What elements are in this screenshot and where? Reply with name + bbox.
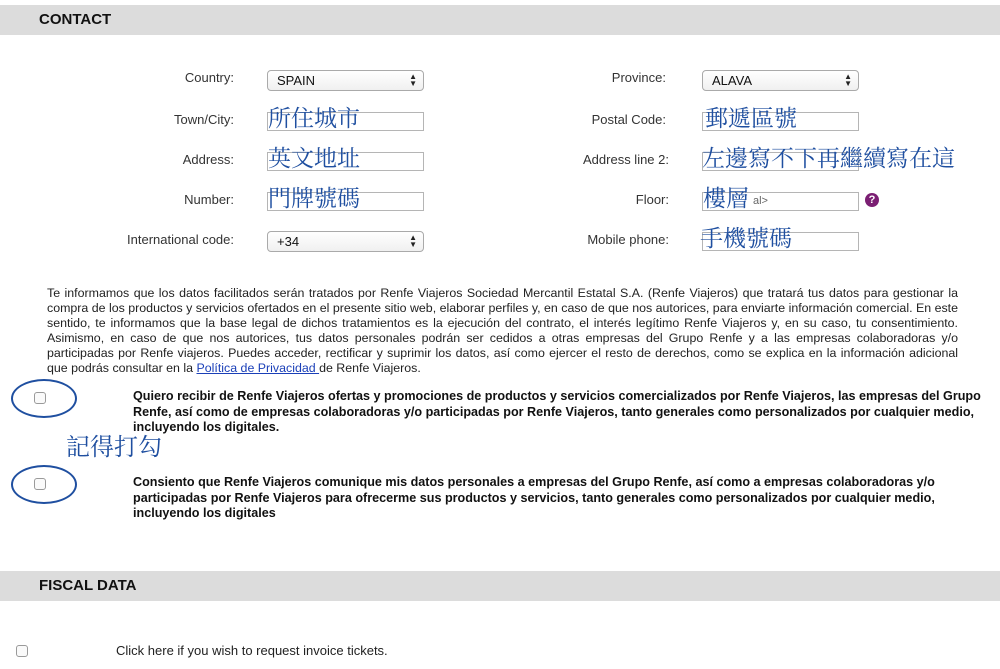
town-handwritten-value: 所住城市 — [268, 106, 360, 132]
marketing-consent-checkbox[interactable] — [34, 392, 46, 404]
address-line-2-label: Address line 2: — [583, 152, 669, 167]
mobile-phone-handwritten-value: 手機號碼 — [700, 226, 792, 252]
postal-code-handwritten-value: 郵遞區號 — [705, 106, 797, 132]
updown-arrows-icon: ▲ ▼ — [409, 233, 417, 249]
international-code-value: +34 — [277, 234, 300, 249]
postal-code-label: Postal Code: — [591, 112, 666, 127]
privacy-legal-text: Te informamos que los datos facilitados serán tratados por Renfe Viajeros Sociedad Mercantil Estatal S.A. (Renfe Viajeros) que tratará tus datos para gestionar la compra de los productos y servicios ofertados en el presente sitio web, elaborar perfiles y, en caso de que nos autorices, para enviarte información comercial. En este sentido, te informamos que la base legal de dichos tratamientos es la ejecución del contrato, el interés legítimo Renfe Viajeros y, en su caso, tu consentimiento. Asimismo, en caso de que nos autorices, tus datos personales podrán ser cedidos a otras empresas del Grupo Renfe y a las empresas colaboradoras y/o participadas por Renfe viajeros. Puedes acceder, rectificar y suprimir los datos, así como ejercer el resto de derechos, como se explica en la información adicional que podrás consultar en la Política de Privacidad de Renfe Viajeros. — [47, 286, 958, 375]
country-select-value: SPAIN — [277, 73, 316, 88]
address-handwritten-value: 英文地址 — [268, 146, 360, 172]
international-code-label: International code: — [127, 232, 234, 247]
privacy-policy-link[interactable]: Política de Privacidad — [196, 361, 320, 375]
country-label: Country: — [184, 70, 234, 85]
contact-section-header — [0, 5, 1000, 35]
town-label: Town/City: — [174, 112, 234, 127]
address-label: Address: — [182, 152, 234, 167]
floor-label: Floor: — [635, 192, 669, 207]
updown-arrows-icon: ▲ ▼ — [409, 72, 417, 88]
mobile-phone-label: Mobile phone: — [587, 232, 669, 247]
number-label: Number: — [184, 192, 234, 207]
floor-handwritten-value: 樓層 — [703, 186, 749, 212]
address-line-2-handwritten-value: 左邊寫不下再繼續寫在這 — [702, 146, 955, 172]
marketing-consent-text: Quiero recibir de Renfe Viajeros ofertas y promociones de productos y servicios comercializados por Renfe Viajeros, las empresas del Grupo Renfe, así como de empresas colaboradoras y/o participadas por Renfe Viajeros, tanto generales como personalizados por cualquier medio, incluyendo los digitales. — [133, 389, 981, 434]
invoice-label: Click here if you wish to request invoice tickets. — [116, 643, 388, 658]
floor-input-residual-text: al> — [753, 195, 768, 207]
fiscal-section-header — [0, 571, 1000, 601]
data-sharing-consent-text: Consiento que Renfe Viajeros comunique mis datos personales a empresas del Grupo Renfe, así como a empresas colaboradoras y/o participadas por Renfe Viajeros para ofrecerme sus productos y servicios, tanto generales como personalizados por cualquier medio, incluyendo los digitales — [133, 475, 935, 520]
question-circle-icon[interactable]: ? — [865, 193, 879, 207]
data-sharing-consent-checkbox[interactable] — [34, 478, 46, 490]
fiscal-section-title: FISCAL DATA — [39, 577, 137, 594]
contact-section-title: CONTACT — [39, 11, 112, 28]
country-select[interactable] — [267, 70, 424, 91]
international-code-select[interactable] — [267, 231, 424, 252]
province-label: Province: — [611, 70, 666, 85]
number-handwritten-value: 門牌號碼 — [268, 186, 360, 212]
invoice-checkbox[interactable] — [16, 645, 28, 657]
province-select-value: ALAVA — [712, 73, 752, 88]
province-select[interactable] — [702, 70, 859, 91]
annotation-note: 記得打勾 — [66, 433, 162, 461]
updown-arrows-icon: ▲ ▼ — [844, 72, 852, 88]
